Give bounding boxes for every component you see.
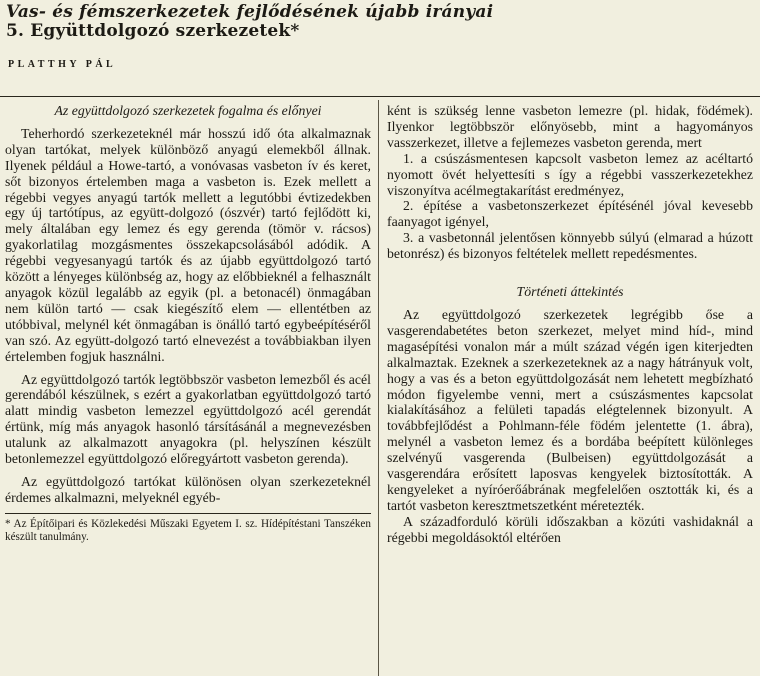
right-column [387,103,753,546]
section-heading-history: Történeti áttekintés [516,284,624,300]
paragraph: Teherhordó szerkezeteknél már hosszú idő óta alkalmaznak olyan tartókat, melyek különböző anyagú elemekből állnak. Ilyenek például a Howe-tartó, a vonóvasas vasbeton ív és keret, sőt bizonyos értelemben maga a vasbeton is. Ezek mellett a régebbi vegyes anyagú tartók mellett a legutóbbi évtizedekben egy új tartótípus, az együtt-dolgozó (ószvér) tartó fejlődött ki, mely általában egy lemez és egy gerenda (tömör v. rácsos) gyakorlatilag mozgásmentes összekapcsolásából adódik. A régebbi vegyesanyagú tartók és az újabb együttdolgozó tartó között a lényeges különbség az, hogy az előbbieknél a felhasznált anyagok közül legalább az egyik (pl. a betonacél) önmagában nem külön tartó — csak kiegészítő elem — ellentétben az utóbbival, melynél két önmagában is önálló tartó egybeépítéséről van szó. Az együtt-dolgozó tartó elnevezést a továbbiakban ilyen értelemben fogjuk használni. [5,125,371,364]
paragraph: A századforduló körüli időszakban a közúti vashidaknál a régebbi megoldásoktól eltérően [387,513,753,545]
paragraph: ként is szükség lenne vasbeton lemezre (pl. hidak, födémek). Ilyenkor legtöbbször előnyösebb, mint a hagyományos vasszerkezet, illetve a fejlemezes vasbeton gerenda, mert [387,103,753,150]
list-item: 3. a vasbetonnál jelentősen könnyebb súlyú (elmarad a húzott betonrész) és bizonyos feltételek mellett repedésmentes. [387,230,753,262]
left-column [5,103,371,545]
author-name: PLATTHY PÁL [8,59,117,70]
title-line-2: 5. Együttdolgozó szerkezetek* [6,21,300,41]
paragraph: Az együttdolgozó szerkezetek legrégibb őse a vasgerendabetétes beton szerkezet, melyet mind híd-, mind magasépítési vonalon már a múlt század végén igen kiterjedten alkalmaztak. Ezeknek a szerkezeteknek az a nagy hátrányuk volt, hogy a vas és a beton együttdolgozását nem lehetett megbízható módon figyelembe venni, mert a csúszásmentes kapcsolat kialakításához a felületi tapadás elégtelennek bizonyult. A továbbfejlődést a Pohlmann-féle födém jelentette (1. ábra), melynél a vasbeton lemez és a bordába beépített különleges szelvényű vasgerenda (Bulbeisen) együttdolgozását a vasgerendára erősített laposvas kengyelek biztosították. A kengyeleket a nyíróerőábrának megfelelően osztották ki, és a tartót vasbeton keresztmetszetként méretezték. [387,306,753,513]
column-divider [378,100,379,676]
header-rule [0,96,760,97]
footnote: * Az Építőipari és Közlekedési Műszaki Egyetem I. sz. Hídépítéstani Tanszéken készült tanulmány. [5,513,371,545]
section-heading-concept: Az együttdolgozó szerkezetek fogalma és előnyei [54,103,322,118]
list-item: 1. a csúszásmentesen kapcsolt vasbeton lemez az acéltartó nyomott övét helyettesíti s így a régebbi vasszerkezetekhez viszonyítva acélmegtakarítást eredményez, [387,150,753,198]
paragraph: Az együttdolgozó tartók legtöbbször vasbeton lemezből és acél gerendából készülnek, s ezért a gyakorlatban együttdolgozó tartó alatt mindig vasbeton lemezzel együttdolgozó acél gerendát értünk, míg más anyagok hasonló társításánál a megnevezésben utalunk az alkalmazott anyagokra (pl. helyszínen készült betonlemezzel együttdolgozó előregyártott vasbeton gerenda). [5,371,371,467]
paragraph: Az együttdolgozó tartókat különösen olyan szerkezeteknél érdemes alkalmazni, melyeknél egyéb- [5,473,371,505]
article-title [6,3,756,41]
list-item: 2. építése a vasbetonszerkezet építésénél jóval kevesebb faanyagot igényel, [387,198,753,230]
title-line-1: Vas- és fémszerkezetek fejlődésének újabb irányai [6,2,494,22]
